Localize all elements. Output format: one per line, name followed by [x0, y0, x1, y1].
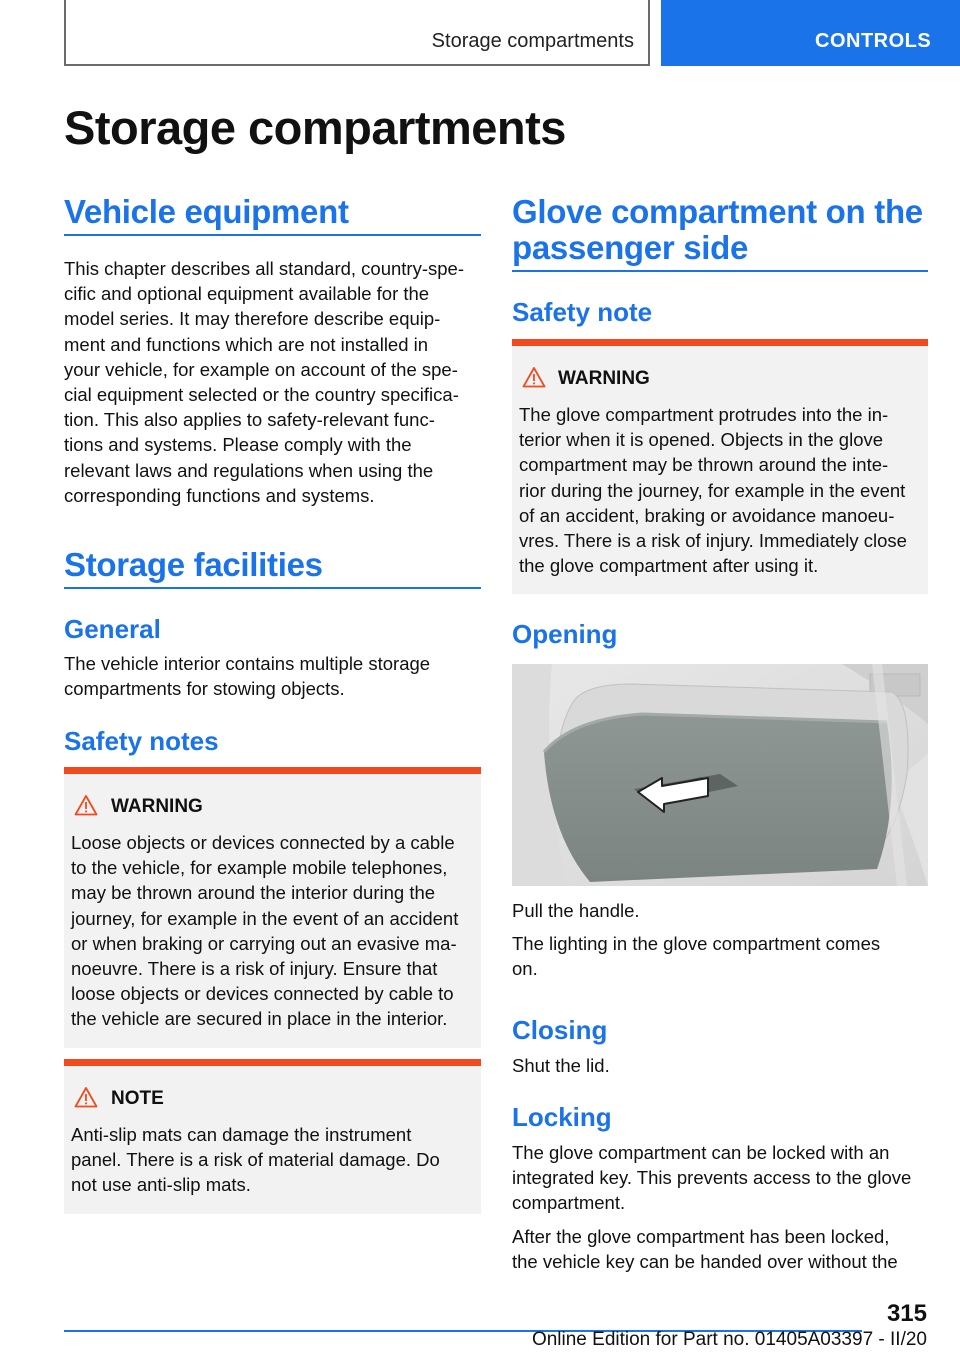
text-line: compartment may be thrown around the inte‐ [519, 454, 889, 476]
locking-text [512, 1140, 932, 1274]
note-box [64, 1059, 481, 1214]
warning-text [519, 402, 927, 578]
text-line: the vehicle key can be handed over without the [512, 1250, 898, 1272]
text-line: model series. It may therefore describe equip‐ [64, 308, 441, 330]
header-tab-controls [661, 0, 960, 66]
text-line: journey, for example in the event of an accident [71, 907, 459, 929]
text-line: integrated key. This prevents access to the glove [512, 1167, 912, 1189]
text-line: The glove compartment protrudes into the in‐ [519, 404, 889, 425]
vehicle-equipment-text [64, 256, 484, 508]
heading-general: General [64, 614, 161, 644]
warning-box [512, 339, 928, 594]
heading-line: Glove compartment on the [512, 193, 923, 230]
header-tab-label: CONTROLS [815, 30, 932, 52]
general-text [64, 651, 484, 701]
text-line: The vehicle interior contains multiple storage [64, 653, 431, 674]
header-section-box [64, 0, 650, 66]
text-line: cial equipment selected or the country specifica‐ [64, 384, 459, 406]
text-line: cific and optional equipment available for the [64, 283, 430, 305]
text-line: The lighting in the glove compartment comes [512, 933, 881, 955]
note-text [71, 1122, 479, 1198]
text-line: tion. This also applies to safety-relevant func‐ [64, 409, 435, 431]
text-line: or when braking or carrying out an evasive ma‐ [71, 932, 457, 954]
warning-triangle-icon [74, 794, 98, 816]
text-line: to the vehicle, for example mobile telephones, [71, 857, 448, 879]
text-line: on. [512, 958, 538, 980]
text-line: your vehicle, for example on account of the spe‐ [64, 358, 458, 380]
text-line: loose objects or devices connected by cable to [71, 983, 454, 1005]
glove-compartment-handle-image [512, 664, 928, 886]
heading-storage-facilities: Storage facilities [64, 546, 323, 583]
warning-label: WARNING [558, 368, 650, 389]
text-line: terior when it is opened. Objects in the glove [519, 429, 884, 451]
page-number: 315 [886, 1300, 927, 1327]
note-label: NOTE [111, 1088, 164, 1109]
opening-text [512, 898, 932, 982]
text-line: rior during the journey, for example in the event [519, 479, 906, 501]
text-line: This chapter describes all standard, country-spe‐ [64, 258, 464, 279]
text-line: The glove compartment can be locked with an [512, 1142, 890, 1163]
text-line: the glove compartment after using it. [519, 555, 819, 577]
heading-glove-compartment [512, 194, 932, 266]
text-line: the vehicle are secured in place in the interior. [71, 1008, 448, 1030]
text-line: noeuvre. There is a risk of injury. Ensure that [71, 958, 438, 980]
heading-opening: Opening [512, 619, 618, 649]
heading-safety-note: Safety note [512, 297, 653, 327]
warning-text [71, 830, 479, 1032]
text-line: Anti-slip mats can damage the instrument [71, 1124, 412, 1145]
header-section-title: Storage compartments [431, 30, 634, 52]
warning-label: WARNING [111, 796, 203, 817]
closing-text: Shut the lid. [512, 1055, 610, 1076]
text-line: Pull the handle. [512, 900, 640, 921]
text-line: panel. There is a risk of material damage. Do [71, 1149, 440, 1171]
warning-triangle-icon [522, 366, 546, 388]
text-line: corresponding functions and systems. [64, 484, 375, 506]
footer-edition: Online Edition for Part no. 01405A03397 - II/20 [531, 1329, 927, 1350]
heading-vehicle-equipment: Vehicle equipment [64, 193, 349, 230]
heading-closing: Closing [512, 1015, 608, 1045]
text-line: relevant laws and regulations when using the [64, 459, 434, 481]
heading-line: passenger side [512, 229, 749, 266]
text-line: may be thrown around the interior during the [71, 882, 436, 904]
text-line: Loose objects or devices connected by a cable [71, 832, 455, 853]
warning-triangle-icon [74, 1086, 98, 1108]
text-line: ment and functions which are not installed in [64, 333, 429, 355]
heading-rule [64, 587, 481, 589]
heading-locking: Locking [512, 1102, 612, 1132]
heading-rule [512, 270, 928, 272]
text-line: tions and systems. Please comply with the [64, 434, 412, 456]
text-line: compartments for stowing objects. [64, 678, 345, 700]
heading-rule [64, 234, 481, 236]
warning-box [64, 767, 481, 1048]
text-line: vres. There is a risk of injury. Immediately close [519, 530, 907, 552]
text-line: not use anti-slip mats. [71, 1174, 251, 1196]
page-title: Storage compartments [64, 101, 566, 154]
text-line: compartment. [512, 1192, 626, 1214]
text-line: of an accident, braking or avoidance manoeu‐ [519, 504, 895, 526]
text-line: After the glove compartment has been locked, [512, 1225, 890, 1247]
heading-safety-notes: Safety notes [64, 726, 219, 756]
